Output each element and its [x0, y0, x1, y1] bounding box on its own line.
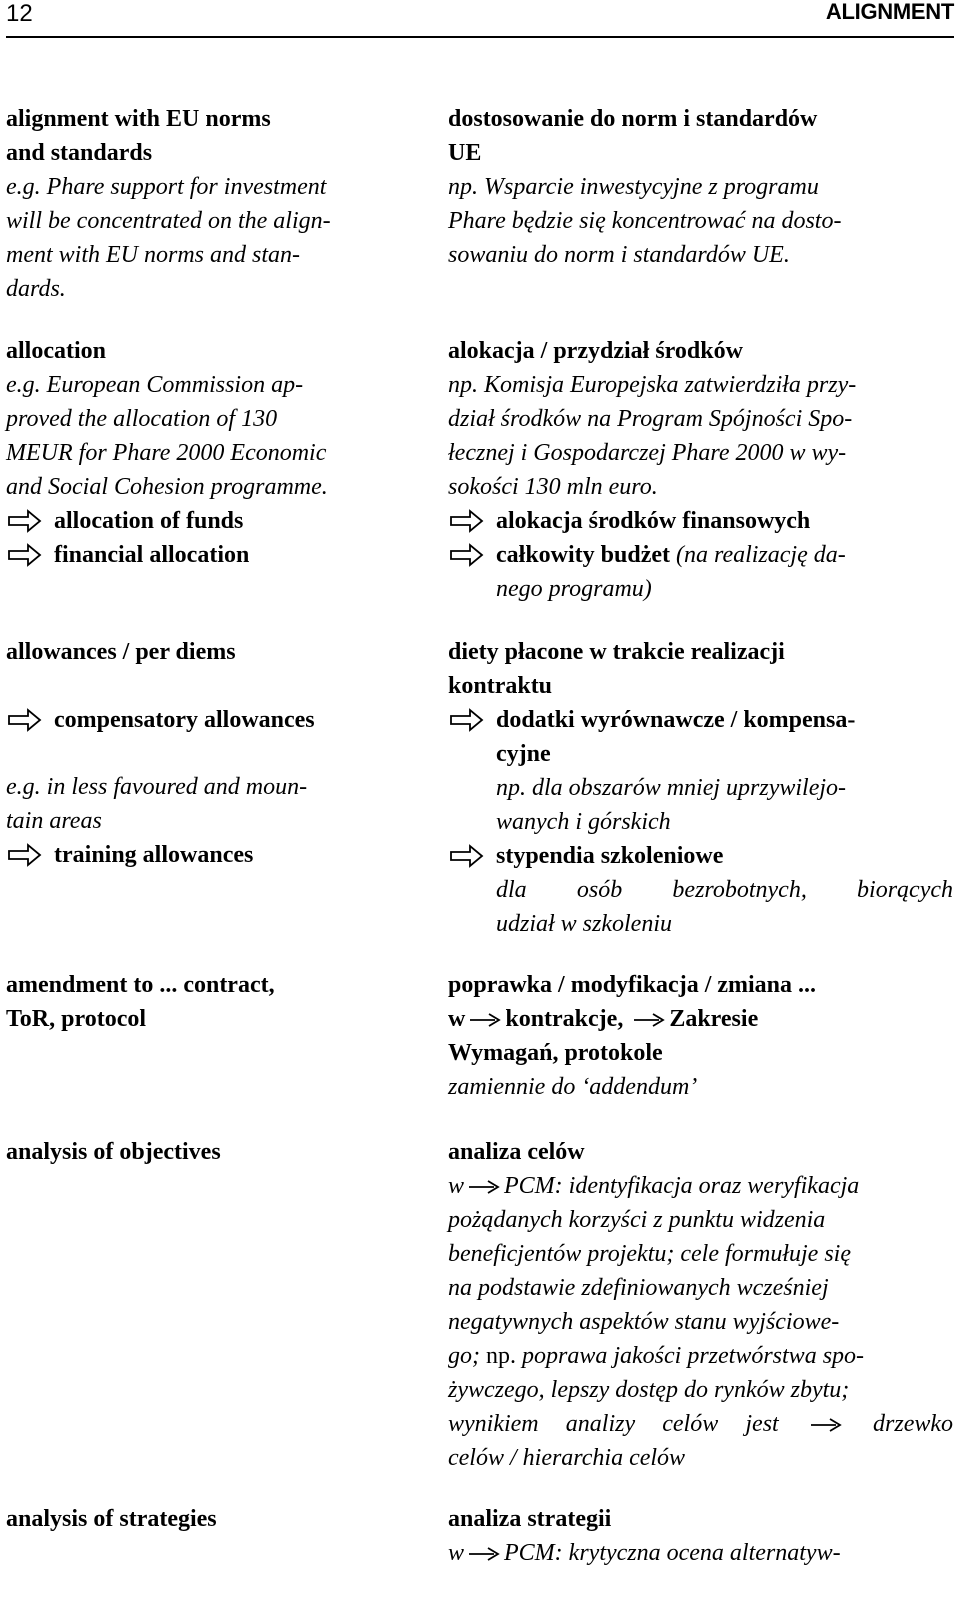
example-line: dards. [6, 276, 66, 302]
page-number: 12 [6, 0, 33, 27]
example-line: np. dla obszarów mniej uprzywilejo- [496, 775, 847, 801]
definition-line: pożądanych korzyści z punktu widzenia [448, 1207, 826, 1233]
hollow-arrow-icon [448, 538, 488, 572]
term: amendment to ... contract, [6, 972, 275, 998]
entry-allocation-pl [448, 334, 953, 606]
cross-reference: alokacja środków finansowych [448, 504, 953, 538]
example-line: Phare będzie się koncentrować na dosto- [448, 208, 842, 234]
entry-alignment-en [6, 102, 402, 306]
example-line: ment with EU norms and stan- [6, 242, 300, 268]
definition-line: go; np. poprawa jakości przetwórstwa spo- [448, 1343, 865, 1369]
example-line: and Social Cohesion programme. [6, 474, 328, 500]
arrow-right-icon [810, 1415, 842, 1435]
example-line: e.g. in less favoured and moun- [6, 774, 308, 800]
example-line: tain areas [6, 808, 102, 834]
arrow-right-icon [633, 1010, 665, 1030]
cross-reference: całkowity budżet (na realizację da- [448, 538, 953, 572]
term: analysis of objectives [6, 1139, 221, 1165]
term: kontraktu [448, 673, 553, 699]
term-line: w kontrakcje, Zakresie [448, 1006, 759, 1032]
cross-reference: compensatory allowances [6, 703, 402, 737]
page-header [0, 0, 960, 40]
entry-allowances-pl [448, 635, 953, 941]
example-line: np. Komisja Europejska zatwierdziła przy- [448, 372, 857, 398]
cross-reference: stypendia szkoleniowe [448, 839, 953, 873]
definition-line: żywczego, lepszy dostęp do rynków zbytu; [448, 1377, 850, 1403]
definition-line: beneficjentów projektu; cele formułuje się [448, 1241, 851, 1267]
example-line: will be concentrated on the align- [6, 208, 331, 234]
example-line: sokości 130 mln euro. [448, 474, 658, 500]
note-line: zamiennie do ‘addendum’ [448, 1074, 698, 1100]
term: alokacja / przydział środków [448, 338, 743, 364]
term: poprawka / modyfikacja / zmiana ... [448, 972, 817, 998]
cross-reference: financial allocation [6, 538, 402, 572]
entry-amendment-pl [448, 968, 953, 1104]
term: analiza celów [448, 1139, 585, 1165]
definition-line: wynikiem analizy celów jest drzewko [448, 1411, 954, 1437]
example-line: wanych i górskich [496, 809, 671, 835]
cross-reference: dodatki wyrównawcze / kompensa- [448, 703, 953, 737]
term: diety płacone w trakcie realizacji [448, 639, 785, 665]
term: and standards [6, 140, 153, 166]
term: Wymagań, protokole [448, 1040, 663, 1066]
definition-line: negatywnych aspektów stanu wyjściowe- [448, 1309, 840, 1335]
term: allocation [6, 338, 106, 364]
hollow-arrow-icon [6, 504, 46, 538]
example-line: dla osób bezrobotnych, biorących [496, 877, 953, 903]
term: alignment with EU norms [6, 106, 271, 132]
example-line: np. Wsparcie inwestycyjne z programu [448, 174, 819, 200]
hollow-arrow-icon [6, 538, 46, 572]
hollow-arrow-icon [6, 838, 46, 872]
entry-allocation-en [6, 334, 402, 572]
entry-analysis-strategies-pl [448, 1502, 953, 1570]
hollow-arrow-icon [6, 703, 46, 737]
note-line: nego programu) [496, 576, 652, 602]
example-line: łecznej i Gospodarczej Phare 2000 w wy- [448, 440, 847, 466]
arrow-right-icon [468, 1177, 500, 1197]
entry-analysis-objectives-pl [448, 1135, 953, 1475]
header-rule [6, 36, 954, 38]
example-line: sowaniu do norm i standardów UE. [448, 242, 790, 268]
hollow-arrow-icon [448, 839, 488, 873]
cross-reference: training allowances [6, 838, 402, 872]
example-line: e.g. Phare support for investment [6, 174, 327, 200]
hollow-arrow-icon [448, 703, 488, 737]
term: allowances / per diems [6, 639, 236, 665]
term: ToR, protocol [6, 1006, 147, 1032]
definition-line: na podstawie zdefiniowanych wcześniej [448, 1275, 829, 1301]
definition-line: w PCM: identyfikacja oraz weryfikacja [448, 1173, 860, 1199]
entry-analysis-strategies-en [6, 1502, 402, 1536]
entry-allowances-en [6, 635, 402, 872]
hollow-arrow-icon [448, 504, 488, 538]
definition-line: celów / hierarchia celów [448, 1445, 686, 1471]
arrow-right-icon [468, 1544, 500, 1564]
cross-reference: allocation of funds [6, 504, 402, 538]
arrow-right-icon [469, 1010, 501, 1030]
example-line: proved the allocation of 130 [6, 406, 278, 432]
definition-line: w PCM: krytyczna ocena alternatyw- [448, 1540, 841, 1566]
term: UE [448, 140, 482, 166]
term: dostosowanie do norm i standardów [448, 106, 818, 132]
entry-amendment-en [6, 968, 402, 1036]
term: analiza strategii [448, 1506, 612, 1532]
example-line: e.g. European Commission ap- [6, 372, 304, 398]
term: analysis of strategies [6, 1506, 217, 1532]
example-line: udział w szkoleniu [496, 911, 673, 937]
cross-reference-cont: cyjne [496, 741, 551, 767]
section-title: ALIGNMENT [825, 0, 954, 24]
entry-analysis-objectives-en [6, 1135, 402, 1169]
example-line: dział środków na Program Spójności Spo- [448, 406, 853, 432]
example-line: MEUR for Phare 2000 Economic [6, 440, 327, 466]
entry-alignment-pl [448, 102, 953, 272]
